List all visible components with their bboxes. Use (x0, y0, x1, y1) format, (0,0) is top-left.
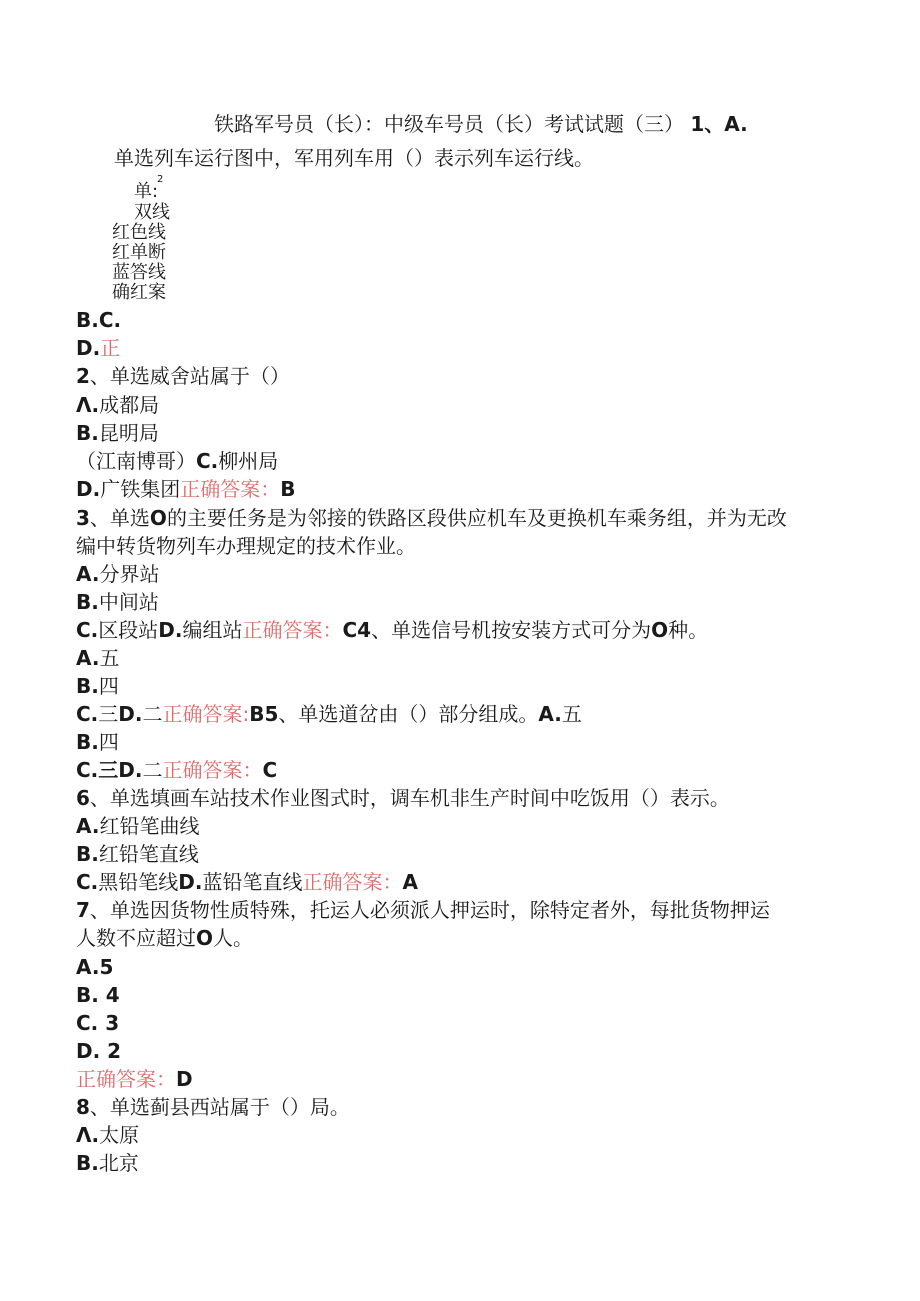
q6-stem: 6、单选填画车站技术作业图式时，调车机非生产时间中吃饭用（）表示。 (76, 786, 730, 810)
q3-stem-line2: 编中转货物列车办理规定的技术作业。 (76, 534, 416, 558)
q8-option-b: B.北京 (76, 1151, 139, 1175)
q2-stem: 2、单选威舍站属于（） (76, 364, 290, 388)
document-title (214, 110, 748, 138)
q6-option-b: B.红铅笔直线 (76, 842, 199, 866)
q3-stem-line1: 3、单选O的主要任务是为邻接的铁路区段供应机车及更换机车乘务组，并为无改 (76, 506, 787, 530)
q6-option-cd: C.黑铅笔线D.蓝铅笔直线正确答案：A (76, 870, 418, 894)
q1-fragment-2: 双线 (134, 202, 170, 223)
q2-option-c: （江南博哥）C.柳州局 (76, 449, 279, 473)
q7-option-c: C. 3 (76, 1011, 120, 1035)
q7-option-b: B. 4 (76, 983, 120, 1007)
q3-option-a: A.分界站 (76, 562, 160, 586)
q4-option-cd-q5-stem: C.三D.二正确答案:B5、单选道岔由（）部分组成。A.五 (76, 702, 582, 726)
q7-stem-line2: 人数不应超过O人。 (76, 926, 254, 950)
q1-fragment-4: 红单断 (112, 242, 166, 263)
title-tail: 1、A. (690, 112, 748, 136)
q8-option-a: Λ.太原 (76, 1123, 140, 1147)
q1-option-bc: B.C. (76, 308, 122, 332)
q7-answer: 正确答案：D (76, 1067, 193, 1091)
q6-option-a: A.红铅笔曲线 (76, 814, 200, 838)
q3-option-b: B.中间站 (76, 590, 159, 614)
q2-option-a: Λ.成都局 (76, 393, 160, 417)
q8-stem: 8、单选蓟县西站属于（）局。 (76, 1095, 350, 1119)
q5-option-cd: C.三D.二正确答案：C (76, 758, 278, 782)
q1-fragment-1: 单: (134, 181, 159, 202)
q4-option-a: A.五 (76, 646, 120, 670)
q7-option-a: A.5 (76, 955, 114, 979)
q1-fragment-6: 确红案 (112, 282, 166, 303)
q1-stem: 单选列车运行图中，军用列车用（）表示列车运行线。 (114, 146, 594, 170)
q5-option-b: B.四 (76, 730, 119, 754)
q7-stem-line1: 7、单选因货物性质特殊，托运人必须派人押运时，除特定者外，每批货物押运 (76, 898, 770, 922)
q1-fragment-5: 蓝答线 (112, 262, 166, 283)
exam-page: 铁路军号员（长）：中级车号员（长）考试试题（三） 1、A. 单选列车运行图中，军用列车用（）表示列车运行线。 2 单: 双线 红色线 红单断 蓝答线 确红案 B.C. D.正 2、单选威舍站属于（） Λ.成都局 B.昆明局 （江南博哥）C.柳州局 D.广铁集团正确答案：B 3、单选O的主要任务是为邻接的铁路区段供应机车及更换机车乘务组，并为无改 编中转货物列车办理规定的技术作业。 A.分界站 B.中间站 C.区段站D.编组站正确答案：C4、单选信号机按安装方式可分为O种。 A.五 B.四 C.三D.二正确答案:B5、单选道岔由（）部分组成。A.五 B.四 C.三D.二正确答案：C 6、单选填画车站技术作业图式时，调车机非生产时间中吃饭用（）表示。 A.红铅笔曲线 B.红铅笔直线 C.黑铅笔线D.蓝铅笔直线正确答案：A 7、单选因货物性质特殊，托运人必须派人押运时，除特定者外，每批货物押运 人数不应超过O人。 A.5 B. 4 C. 3 D. 2 正确答案：D 8、单选蓟县西站属于（）局。 Λ.太原 B.北京 (76, 112, 787, 1175)
title-text: 铁路军号员（长）：中级车号员（长）考试试题（三） (214, 112, 684, 136)
q2-option-d: D.广铁集团正确答案：B (76, 477, 296, 501)
q2-option-b: B.昆明局 (76, 421, 159, 445)
q3-option-cd-q4-stem: C.区段站D.编组站正确答案：C4、单选信号机按安装方式可分为O种。 (76, 618, 709, 642)
q7-option-d: D. 2 (76, 1039, 122, 1063)
q4-option-b: B.四 (76, 674, 119, 698)
q1-option-d: D.正 (76, 336, 121, 360)
q1-fragment-3: 红色线 (112, 222, 166, 243)
